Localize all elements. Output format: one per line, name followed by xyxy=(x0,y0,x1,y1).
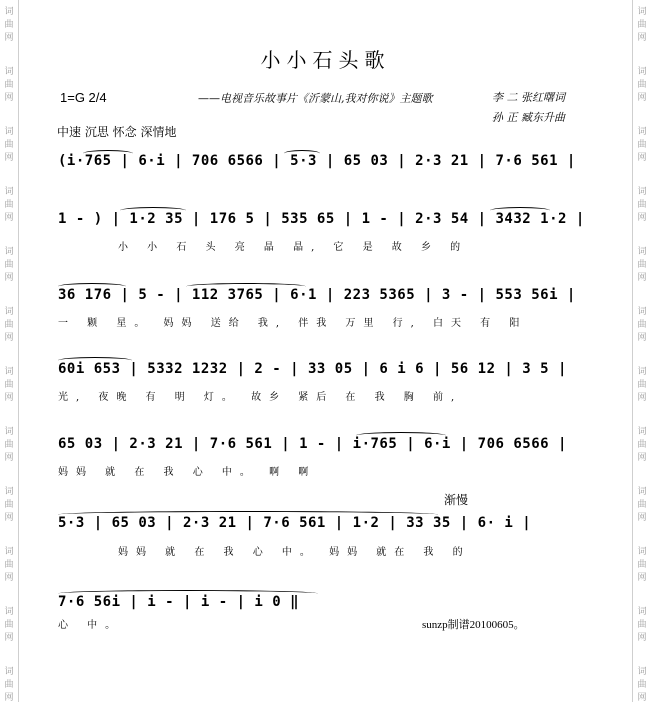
watermark-glyph: 曲 xyxy=(637,560,647,570)
song-subtitle: ——电视音乐故事片《沂蒙山,我对你说》主题歌 xyxy=(198,92,433,105)
watermark-glyph: 网 xyxy=(4,153,14,163)
watermark-glyph: 网 xyxy=(637,213,647,223)
watermark-glyph: 词 xyxy=(637,67,647,77)
watermark-glyph: 曲 xyxy=(637,320,647,330)
watermark-glyph: 曲 xyxy=(4,560,14,570)
composer-credit: 孙 正 臧东升曲 xyxy=(492,111,565,124)
watermark-glyph: 曲 xyxy=(4,260,14,270)
watermark-glyph: 词 xyxy=(637,187,647,197)
watermark-glyph: 词 xyxy=(4,607,14,617)
watermark-glyph: 网 xyxy=(4,273,14,283)
watermark-glyph: 曲 xyxy=(4,440,14,450)
watermark-glyph: 词 xyxy=(637,487,647,497)
watermark-glyph: 网 xyxy=(4,453,14,463)
watermark-glyph: 网 xyxy=(4,573,14,583)
watermark-glyph: 词 xyxy=(4,427,14,437)
watermark-glyph: 曲 xyxy=(637,20,647,30)
watermark-glyph: 曲 xyxy=(637,500,647,510)
slur-mark xyxy=(58,357,132,364)
watermark-glyph: 网 xyxy=(637,453,647,463)
notation-row-2: 1 - ) | 1·2 35 | 176 5 | 535 65 | 1 - | 2·3 54 | 3432 1·2 | xyxy=(58,211,585,227)
credits xyxy=(492,88,565,128)
watermark-glyph: 词 xyxy=(4,127,14,137)
engraver-credit: sunzp制谱20100605。 xyxy=(422,619,525,631)
watermark-glyph: 词 xyxy=(4,187,14,197)
watermark-glyph: 网 xyxy=(637,513,647,523)
notation-row-4: 60i 653 | 5332 1232 | 2 - | 33 05 | 6 i 6 | 56 12 | 3 5 | xyxy=(58,361,567,377)
slur-mark xyxy=(186,283,306,290)
watermark-glyph: 词 xyxy=(637,127,647,137)
watermark-glyph: 曲 xyxy=(637,620,647,630)
watermark-glyph: 网 xyxy=(637,333,647,343)
watermark-glyph: 网 xyxy=(4,213,14,223)
watermark-glyph: 网 xyxy=(4,513,14,523)
notation-row-7: 7·6 56i | i - | i - | i 0 ‖ xyxy=(58,594,300,610)
watermark-glyph: 曲 xyxy=(4,20,14,30)
slur-mark xyxy=(58,511,438,518)
notation-row-5: 65 03 | 2·3 21 | 7·6 561 | 1 - | i·765 | 6·i | 706 6566 | xyxy=(58,436,567,452)
notation-row-6: 5·3 | 65 03 | 2·3 21 | 7·6 561 | 1·2 | 33 35 | 6· i | xyxy=(58,515,532,531)
watermark-glyph: 词 xyxy=(637,247,647,257)
watermark-glyph: 网 xyxy=(637,573,647,583)
watermark-glyph: 网 xyxy=(637,273,647,283)
watermark-glyph: 词 xyxy=(4,7,14,17)
lyrics-row-4: 光, 夜晚 有 明 灯。 故乡 紧后 在 我 胸 前, xyxy=(58,392,463,403)
slur-mark xyxy=(58,283,126,290)
watermark-glyph: 词 xyxy=(4,307,14,317)
watermark-glyph: 网 xyxy=(4,693,14,703)
left-watermark-strip xyxy=(0,0,19,702)
notation-row-1: (i·765 | 6·i | 706 6566 | 5·3 | 65 03 | 2·3 21 | 7·6 561 | xyxy=(58,153,576,169)
watermark-glyph: 词 xyxy=(637,607,647,617)
watermark-glyph: 词 xyxy=(637,667,647,677)
slur-mark xyxy=(490,207,550,214)
watermark-glyph: 网 xyxy=(637,33,647,43)
watermark-glyph: 网 xyxy=(637,693,647,703)
key-signature: 1=G 2/4 xyxy=(60,90,107,105)
watermark-glyph: 曲 xyxy=(4,500,14,510)
watermark-glyph: 曲 xyxy=(4,320,14,330)
tempo-marking: 中速 沉思 怀念 深情地 xyxy=(57,125,177,139)
watermark-glyph: 词 xyxy=(637,307,647,317)
watermark-glyph: 网 xyxy=(637,93,647,103)
watermark-glyph: 词 xyxy=(4,67,14,77)
watermark-glyph: 网 xyxy=(4,633,14,643)
watermark-glyph: 曲 xyxy=(4,200,14,210)
watermark-glyph: 词 xyxy=(4,487,14,497)
watermark-glyph: 网 xyxy=(4,93,14,103)
watermark-glyph: 词 xyxy=(4,247,14,257)
slur-mark xyxy=(58,590,318,597)
slur-mark xyxy=(284,150,320,157)
watermark-glyph: 曲 xyxy=(637,200,647,210)
slur-mark xyxy=(356,432,446,439)
watermark-glyph: 曲 xyxy=(4,380,14,390)
ritardando-marking: 渐慢 xyxy=(444,493,469,507)
watermark-glyph: 词 xyxy=(637,427,647,437)
watermark-glyph: 网 xyxy=(4,333,14,343)
song-title: 小小石头歌 xyxy=(260,48,391,72)
watermark-glyph: 词 xyxy=(637,367,647,377)
watermark-glyph: 词 xyxy=(4,667,14,677)
watermark-glyph: 词 xyxy=(637,547,647,557)
watermark-glyph: 曲 xyxy=(4,80,14,90)
watermark-glyph: 曲 xyxy=(637,80,647,90)
lyrics-row-5: 妈妈 就 在 我 心 中。 啊 啊 xyxy=(58,467,317,478)
watermark-glyph: 曲 xyxy=(637,440,647,450)
notation-row-3: 36 176 | 5 - | 112 3765 | 6·1 | 223 5365 | 3 - | 553 56i | xyxy=(58,287,576,303)
watermark-glyph: 词 xyxy=(637,7,647,17)
watermark-glyph: 曲 xyxy=(637,260,647,270)
watermark-glyph: 网 xyxy=(637,153,647,163)
lyrics-row-3: 一 颗 星。 妈妈 送给 我, 伴我 万里 行, 白天 有 阳 xyxy=(58,318,528,329)
watermark-glyph: 词 xyxy=(4,547,14,557)
watermark-glyph: 网 xyxy=(4,393,14,403)
watermark-glyph: 网 xyxy=(4,33,14,43)
watermark-glyph: 曲 xyxy=(637,380,647,390)
watermark-glyph: 曲 xyxy=(4,620,14,630)
lyricist-credit: 李 二 张红曙词 xyxy=(492,91,565,104)
watermark-glyph: 词 xyxy=(4,367,14,377)
lyrics-row-6: 妈妈 就 在 我 心 中。 妈妈 就在 我 的 xyxy=(118,547,471,558)
slur-mark xyxy=(120,207,186,214)
lyrics-row-7: 心 中。 xyxy=(58,620,124,631)
lyrics-row-2: 小 小 石 头 亮 晶 晶, 它 是 故 乡 的 xyxy=(118,242,469,253)
watermark-glyph: 曲 xyxy=(637,680,647,690)
watermark-glyph: 曲 xyxy=(4,140,14,150)
watermark-glyph: 网 xyxy=(637,633,647,643)
watermark-glyph: 曲 xyxy=(637,140,647,150)
watermark-glyph: 网 xyxy=(637,393,647,403)
right-watermark-strip xyxy=(632,0,651,702)
watermark-glyph: 曲 xyxy=(4,680,14,690)
slur-mark xyxy=(83,150,133,157)
